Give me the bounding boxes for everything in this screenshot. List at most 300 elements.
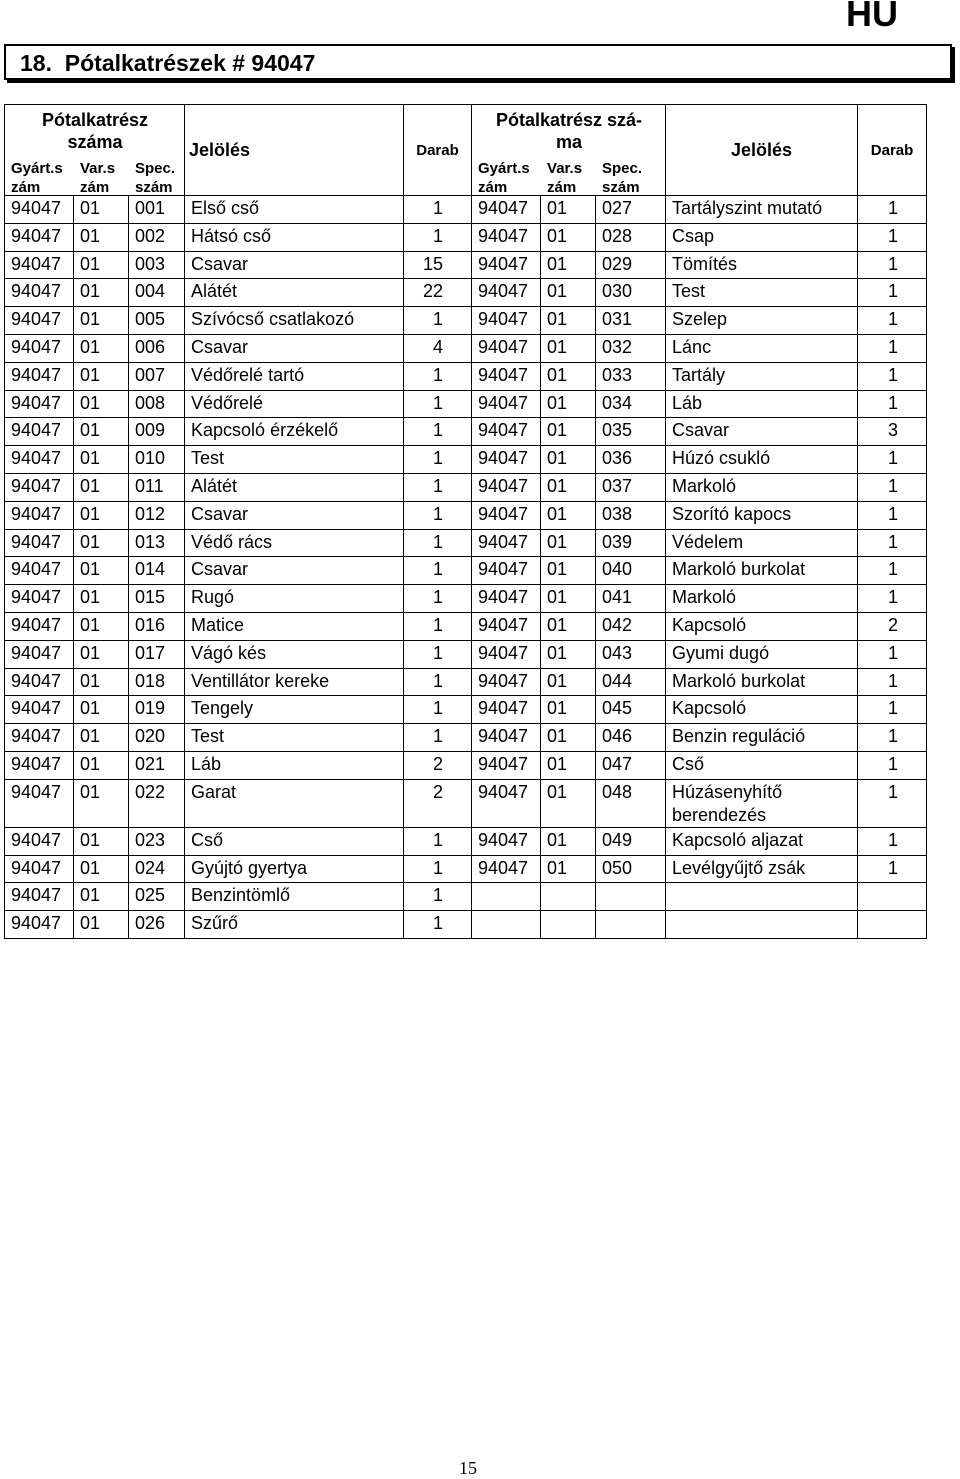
right-part-name-cell: Húzó csukló: [666, 446, 858, 474]
left-variant-number-cell: 01: [74, 307, 129, 335]
left-part-name-cell: Csavar: [185, 557, 404, 585]
left-spec-number-cell: 022: [129, 779, 185, 827]
right-spec-number-cell: 034: [596, 390, 666, 418]
right-quantity-cell: 1: [858, 334, 927, 362]
left-variant-number-cell: 01: [74, 640, 129, 668]
right-manufacturer-number-cell: 94047: [472, 196, 541, 224]
left-manufacturer-number-cell: 94047: [5, 446, 74, 474]
left-part-name-cell: Láb: [185, 751, 404, 779]
left-variant-number-cell: 01: [74, 911, 129, 939]
left-part-name-cell: Test: [185, 724, 404, 752]
right-part-name-cell: Csap: [666, 223, 858, 251]
left-part-name-cell: Szűrő: [185, 911, 404, 939]
spare-parts-table: [4, 104, 927, 939]
left-part-name-cell: Tengely: [185, 696, 404, 724]
left-part-name-cell: Matice: [185, 612, 404, 640]
left-manufacturer-number-cell: 94047: [5, 362, 74, 390]
right-variant-number-cell: 01: [541, 827, 596, 855]
right-manufacturer-number-cell: 94047: [472, 390, 541, 418]
table-body: [5, 196, 927, 939]
left-manufacturer-number-cell: 94047: [5, 779, 74, 827]
right-variant-number-cell: 01: [541, 696, 596, 724]
right-spec-number-cell: 036: [596, 446, 666, 474]
left-variant-number-cell: 01: [74, 251, 129, 279]
left-quantity-cell: 1: [404, 529, 472, 557]
left-variant-number-cell: 01: [74, 390, 129, 418]
right-part-name-cell: Kapcsoló: [666, 612, 858, 640]
left-part-name-cell: Gyújtó gyertya: [185, 855, 404, 883]
right-variant-number-cell: 01: [541, 307, 596, 335]
right-part-name-cell: Csavar: [666, 418, 858, 446]
left-manufacturer-number-cell: 94047: [5, 557, 74, 585]
table-row: [5, 446, 927, 474]
table-row: [5, 390, 927, 418]
left-manufacturer-number-cell: 94047: [5, 223, 74, 251]
left-quantity-cell: 1: [404, 827, 472, 855]
table-row: [5, 251, 927, 279]
right-manufacturer-number-cell: 94047: [472, 612, 541, 640]
right-quantity-cell: 1: [858, 279, 927, 307]
table-row: [5, 307, 927, 335]
left-variant-number-cell: 01: [74, 223, 129, 251]
left-manufacturer-number-cell: 94047: [5, 668, 74, 696]
right-manufacturer-number-cell: 94047: [472, 696, 541, 724]
right-part-number-header: [472, 105, 666, 196]
right-variant-number-cell: 01: [541, 751, 596, 779]
right-variant-header-line1: Var.s: [547, 160, 583, 177]
right-part-name-cell: Markoló: [666, 473, 858, 501]
left-variant-number-cell: 01: [74, 557, 129, 585]
right-spec-number-cell: 040: [596, 557, 666, 585]
left-manufacturer-number-cell: 94047: [5, 696, 74, 724]
left-manufacturer-header-line1: Gyárt.s: [11, 160, 63, 177]
right-quantity-cell: 1: [858, 362, 927, 390]
right-spec-number-cell: 037: [596, 473, 666, 501]
left-quantity-cell: 1: [404, 418, 472, 446]
table-row: [5, 640, 927, 668]
right-variant-number-cell: 01: [541, 390, 596, 418]
right-variant-number-cell: [541, 911, 596, 939]
right-spec-number-cell: 039: [596, 529, 666, 557]
right-part-name-cell: Kapcsoló: [666, 696, 858, 724]
left-manufacturer-number-cell: 94047: [5, 251, 74, 279]
right-part-name-cell: Gyumi dugó: [666, 640, 858, 668]
left-variant-number-cell: 01: [74, 751, 129, 779]
table-row: [5, 279, 927, 307]
table-row: [5, 855, 927, 883]
section-title: Pótalkatrészek # 94047: [64, 50, 316, 76]
left-part-name-cell: Cső: [185, 827, 404, 855]
left-spec-number-cell: 007: [129, 362, 185, 390]
right-manufacturer-number-cell: 94047: [472, 751, 541, 779]
left-part-name-cell: Első cső: [185, 196, 404, 224]
right-manufacturer-number-cell: 94047: [472, 362, 541, 390]
left-manufacturer-header-line2: zám: [11, 179, 41, 196]
right-spec-header-line2: szám: [602, 179, 640, 196]
right-variant-number-cell: 01: [541, 334, 596, 362]
right-quantity-header: Darab: [858, 105, 927, 196]
right-spec-number-cell: 050: [596, 855, 666, 883]
section-title-box: [4, 44, 952, 80]
left-spec-number-cell: 015: [129, 585, 185, 613]
left-part-name-cell: Csavar: [185, 501, 404, 529]
table-row: [5, 196, 927, 224]
right-quantity-cell: [858, 911, 927, 939]
right-spec-number-cell: [596, 883, 666, 911]
right-manufacturer-number-cell: 94047: [472, 779, 541, 827]
left-part-name-cell: Kapcsoló érzékelő: [185, 418, 404, 446]
right-part-name-cell: Benzin reguláció: [666, 724, 858, 752]
right-variant-number-cell: 01: [541, 585, 596, 613]
table-row: [5, 696, 927, 724]
right-quantity-cell: 1: [858, 779, 927, 827]
left-spec-number-cell: 024: [129, 855, 185, 883]
left-spec-number-cell: 010: [129, 446, 185, 474]
left-spec-number-cell: 004: [129, 279, 185, 307]
left-part-name-cell: Alátét: [185, 279, 404, 307]
right-quantity-cell: 1: [858, 446, 927, 474]
right-manufacturer-number-cell: 94047: [472, 418, 541, 446]
left-manufacturer-number-cell: 94047: [5, 883, 74, 911]
left-quantity-cell: 1: [404, 196, 472, 224]
left-quantity-cell: 1: [404, 668, 472, 696]
table-row: [5, 883, 927, 911]
right-variant-number-cell: 01: [541, 557, 596, 585]
left-quantity-cell: 2: [404, 751, 472, 779]
right-variant-header-line2: zám: [547, 179, 577, 196]
right-part-name-cell: Markoló burkolat: [666, 668, 858, 696]
right-quantity-cell: 1: [858, 696, 927, 724]
right-part-name-cell: Levélgyűjtő zsák: [666, 855, 858, 883]
left-quantity-cell: 4: [404, 334, 472, 362]
left-manufacturer-number-cell: 94047: [5, 724, 74, 752]
left-variant-number-cell: 01: [74, 362, 129, 390]
right-manufacturer-number-cell: 94047: [472, 446, 541, 474]
left-spec-number-cell: 008: [129, 390, 185, 418]
right-spec-number-cell: 029: [596, 251, 666, 279]
left-variant-header-line1: Var.s: [80, 160, 116, 177]
left-variant-number-cell: 01: [74, 418, 129, 446]
left-part-name-cell: Alátét: [185, 473, 404, 501]
left-manufacturer-number-cell: 94047: [5, 585, 74, 613]
right-variant-number-cell: 01: [541, 612, 596, 640]
right-variant-number-cell: 01: [541, 473, 596, 501]
table-row: [5, 473, 927, 501]
left-label-header: Jelölés: [185, 105, 404, 196]
right-spec-number-cell: 035: [596, 418, 666, 446]
left-part-name-cell: Csavar: [185, 251, 404, 279]
right-quantity-cell: 1: [858, 223, 927, 251]
right-variant-number-cell: 01: [541, 501, 596, 529]
table-row: [5, 612, 927, 640]
left-quantity-cell: 1: [404, 612, 472, 640]
left-quantity-cell: 1: [404, 473, 472, 501]
right-spec-number-cell: [596, 911, 666, 939]
left-spec-number-cell: 025: [129, 883, 185, 911]
right-quantity-cell: 1: [858, 196, 927, 224]
language-code: HU: [846, 0, 898, 34]
left-quantity-cell: 1: [404, 724, 472, 752]
right-manufacturer-header-line1: Gyárt.s: [478, 160, 530, 177]
right-part-name-cell: Lánc: [666, 334, 858, 362]
left-part-number-header: [5, 105, 185, 196]
right-variant-number-cell: 01: [541, 251, 596, 279]
right-part-name-cell: Szorító kapocs: [666, 501, 858, 529]
left-manufacturer-number-cell: 94047: [5, 640, 74, 668]
table-row: [5, 501, 927, 529]
right-part-name-cell: Tömítés: [666, 251, 858, 279]
left-part-name-cell: Ventillátor kereke: [185, 668, 404, 696]
right-group-title-line1: Pótalkatrész szá-: [495, 110, 643, 130]
right-quantity-cell: 1: [858, 668, 927, 696]
right-spec-number-cell: 028: [596, 223, 666, 251]
table-row: [5, 724, 927, 752]
right-variant-number-cell: [541, 883, 596, 911]
right-part-name-cell: [666, 911, 858, 939]
right-manufacturer-header-line2: zám: [478, 179, 508, 196]
left-part-name-cell: Hátsó cső: [185, 223, 404, 251]
left-quantity-cell: 1: [404, 446, 472, 474]
left-manufacturer-number-cell: 94047: [5, 307, 74, 335]
left-quantity-cell: 1: [404, 640, 472, 668]
table-row: [5, 223, 927, 251]
left-variant-number-cell: 01: [74, 612, 129, 640]
left-spec-number-cell: 017: [129, 640, 185, 668]
left-spec-number-cell: 006: [129, 334, 185, 362]
left-spec-number-cell: 009: [129, 418, 185, 446]
left-manufacturer-number-cell: 94047: [5, 196, 74, 224]
left-part-name-cell: Garat: [185, 779, 404, 827]
left-part-name-cell: Test: [185, 446, 404, 474]
left-spec-number-cell: 013: [129, 529, 185, 557]
right-spec-number-cell: 047: [596, 751, 666, 779]
table-row: [5, 911, 927, 939]
left-spec-number-cell: 023: [129, 827, 185, 855]
left-spec-number-cell: 011: [129, 473, 185, 501]
right-part-name-cell: [666, 883, 858, 911]
left-quantity-cell: 22: [404, 279, 472, 307]
right-spec-number-cell: 048: [596, 779, 666, 827]
right-part-name-cell: Kapcsoló aljazat: [666, 827, 858, 855]
right-spec-number-cell: 027: [596, 196, 666, 224]
table-row: [5, 529, 927, 557]
right-manufacturer-number-cell: 94047: [472, 279, 541, 307]
left-part-name-cell: Benzintömlő: [185, 883, 404, 911]
left-variant-number-cell: 01: [74, 779, 129, 827]
table-row: [5, 362, 927, 390]
left-spec-number-cell: 020: [129, 724, 185, 752]
left-quantity-cell: 2: [404, 779, 472, 827]
left-quantity-cell: 15: [404, 251, 472, 279]
right-variant-number-cell: 01: [541, 418, 596, 446]
table-row: [5, 585, 927, 613]
table-row: [5, 557, 927, 585]
right-label-header: Jelölés: [666, 105, 858, 196]
right-manufacturer-number-cell: 94047: [472, 473, 541, 501]
right-spec-number-cell: 031: [596, 307, 666, 335]
left-manufacturer-number-cell: 94047: [5, 855, 74, 883]
right-part-name-cell: Cső: [666, 751, 858, 779]
left-spec-number-cell: 014: [129, 557, 185, 585]
left-part-name-cell: Szívócső csatlakozó: [185, 307, 404, 335]
right-variant-number-cell: 01: [541, 362, 596, 390]
right-quantity-cell: 1: [858, 855, 927, 883]
right-part-name-cell: Tartály: [666, 362, 858, 390]
right-quantity-cell: 3: [858, 418, 927, 446]
left-part-name-cell: Védő rács: [185, 529, 404, 557]
left-part-name-cell: Vágó kés: [185, 640, 404, 668]
left-manufacturer-number-cell: 94047: [5, 473, 74, 501]
left-spec-number-cell: 021: [129, 751, 185, 779]
left-variant-number-cell: 01: [74, 446, 129, 474]
right-spec-number-cell: 049: [596, 827, 666, 855]
right-part-name-cell: Test: [666, 279, 858, 307]
right-manufacturer-number-cell: 94047: [472, 827, 541, 855]
right-manufacturer-number-cell: 94047: [472, 668, 541, 696]
left-spec-number-cell: 005: [129, 307, 185, 335]
right-manufacturer-number-cell: 94047: [472, 334, 541, 362]
left-quantity-cell: 1: [404, 696, 472, 724]
right-spec-number-cell: 033: [596, 362, 666, 390]
right-part-name-cell: Védelem: [666, 529, 858, 557]
left-manufacturer-number-cell: 94047: [5, 418, 74, 446]
right-variant-number-cell: 01: [541, 279, 596, 307]
right-quantity-cell: 1: [858, 827, 927, 855]
left-variant-number-cell: 01: [74, 473, 129, 501]
left-manufacturer-number-cell: 94047: [5, 501, 74, 529]
right-manufacturer-number-cell: 94047: [472, 223, 541, 251]
right-variant-number-cell: 01: [541, 855, 596, 883]
right-quantity-cell: 1: [858, 390, 927, 418]
left-spec-number-cell: 001: [129, 196, 185, 224]
right-quantity-cell: 1: [858, 585, 927, 613]
table-row: [5, 827, 927, 855]
right-variant-number-cell: 01: [541, 529, 596, 557]
right-manufacturer-number-cell: 94047: [472, 251, 541, 279]
right-manufacturer-number-cell: 94047: [472, 529, 541, 557]
page-number: 15: [459, 1458, 477, 1478]
right-manufacturer-number-cell: [472, 883, 541, 911]
right-part-name-cell: Húzásenyhítő berendezés: [666, 779, 858, 827]
left-quantity-cell: 1: [404, 557, 472, 585]
right-manufacturer-number-cell: 94047: [472, 557, 541, 585]
right-manufacturer-number-cell: 94047: [472, 585, 541, 613]
left-manufacturer-number-cell: 94047: [5, 612, 74, 640]
left-manufacturer-number-cell: 94047: [5, 751, 74, 779]
right-part-name-cell: Markoló burkolat: [666, 557, 858, 585]
left-spec-number-cell: 026: [129, 911, 185, 939]
section-number: 18.: [20, 50, 52, 76]
right-spec-number-cell: 043: [596, 640, 666, 668]
left-manufacturer-number-cell: 94047: [5, 279, 74, 307]
left-part-name-cell: Csavar: [185, 334, 404, 362]
left-quantity-cell: 1: [404, 883, 472, 911]
right-quantity-cell: 1: [858, 724, 927, 752]
right-part-name-cell: Markoló: [666, 585, 858, 613]
left-spec-number-cell: 016: [129, 612, 185, 640]
left-spec-header-line1: Spec.: [135, 160, 176, 177]
right-part-name-cell: Szelep: [666, 307, 858, 335]
right-spec-header-line1: Spec.: [602, 160, 643, 177]
left-spec-number-cell: 002: [129, 223, 185, 251]
right-manufacturer-number-cell: 94047: [472, 855, 541, 883]
left-quantity-cell: 1: [404, 362, 472, 390]
left-variant-number-cell: 01: [74, 883, 129, 911]
left-quantity-cell: 1: [404, 223, 472, 251]
right-part-name-cell: Tartályszint mutató: [666, 196, 858, 224]
table-header-row: [5, 105, 927, 196]
left-manufacturer-number-cell: 94047: [5, 911, 74, 939]
right-variant-number-cell: 01: [541, 724, 596, 752]
left-manufacturer-number-cell: 94047: [5, 334, 74, 362]
left-quantity-cell: 1: [404, 911, 472, 939]
left-variant-number-cell: 01: [74, 724, 129, 752]
left-variant-header-line2: zám: [80, 179, 110, 196]
left-variant-number-cell: 01: [74, 529, 129, 557]
left-part-name-cell: Rugó: [185, 585, 404, 613]
left-manufacturer-number-cell: 94047: [5, 827, 74, 855]
right-variant-number-cell: 01: [541, 223, 596, 251]
right-spec-number-cell: 032: [596, 334, 666, 362]
left-spec-header-line2: szám: [135, 179, 173, 196]
left-spec-number-cell: 019: [129, 696, 185, 724]
left-quantity-cell: 1: [404, 307, 472, 335]
left-variant-number-cell: 01: [74, 827, 129, 855]
right-spec-number-cell: 041: [596, 585, 666, 613]
right-manufacturer-number-cell: 94047: [472, 501, 541, 529]
left-quantity-cell: 1: [404, 585, 472, 613]
right-group-title-line2: ma: [556, 132, 583, 152]
table-row: [5, 418, 927, 446]
right-spec-number-cell: 038: [596, 501, 666, 529]
right-quantity-cell: 1: [858, 307, 927, 335]
left-part-name-cell: Védőrelé: [185, 390, 404, 418]
right-manufacturer-number-cell: 94047: [472, 640, 541, 668]
table-row: [5, 334, 927, 362]
left-part-name-cell: Védőrelé tartó: [185, 362, 404, 390]
right-manufacturer-number-cell: 94047: [472, 724, 541, 752]
left-variant-number-cell: 01: [74, 279, 129, 307]
left-variant-number-cell: 01: [74, 855, 129, 883]
right-quantity-cell: 1: [858, 529, 927, 557]
right-manufacturer-number-cell: 94047: [472, 307, 541, 335]
left-spec-number-cell: 012: [129, 501, 185, 529]
left-variant-number-cell: 01: [74, 668, 129, 696]
left-variant-number-cell: 01: [74, 696, 129, 724]
left-variant-number-cell: 01: [74, 334, 129, 362]
left-variant-number-cell: 01: [74, 501, 129, 529]
right-spec-number-cell: 042: [596, 612, 666, 640]
left-manufacturer-number-cell: 94047: [5, 390, 74, 418]
right-quantity-cell: 1: [858, 751, 927, 779]
right-spec-number-cell: 045: [596, 696, 666, 724]
left-manufacturer-number-cell: 94047: [5, 529, 74, 557]
right-quantity-cell: 1: [858, 640, 927, 668]
right-manufacturer-number-cell: [472, 911, 541, 939]
right-part-name-cell: Láb: [666, 390, 858, 418]
left-spec-number-cell: 003: [129, 251, 185, 279]
left-spec-number-cell: 018: [129, 668, 185, 696]
left-quantity-header: Darab: [404, 105, 472, 196]
table-row: [5, 779, 927, 827]
right-quantity-cell: 1: [858, 501, 927, 529]
right-quantity-cell: 1: [858, 557, 927, 585]
left-quantity-cell: 1: [404, 390, 472, 418]
right-spec-number-cell: 030: [596, 279, 666, 307]
right-quantity-cell: [858, 883, 927, 911]
right-variant-number-cell: 01: [541, 640, 596, 668]
left-group-title-line2: száma: [67, 132, 123, 152]
